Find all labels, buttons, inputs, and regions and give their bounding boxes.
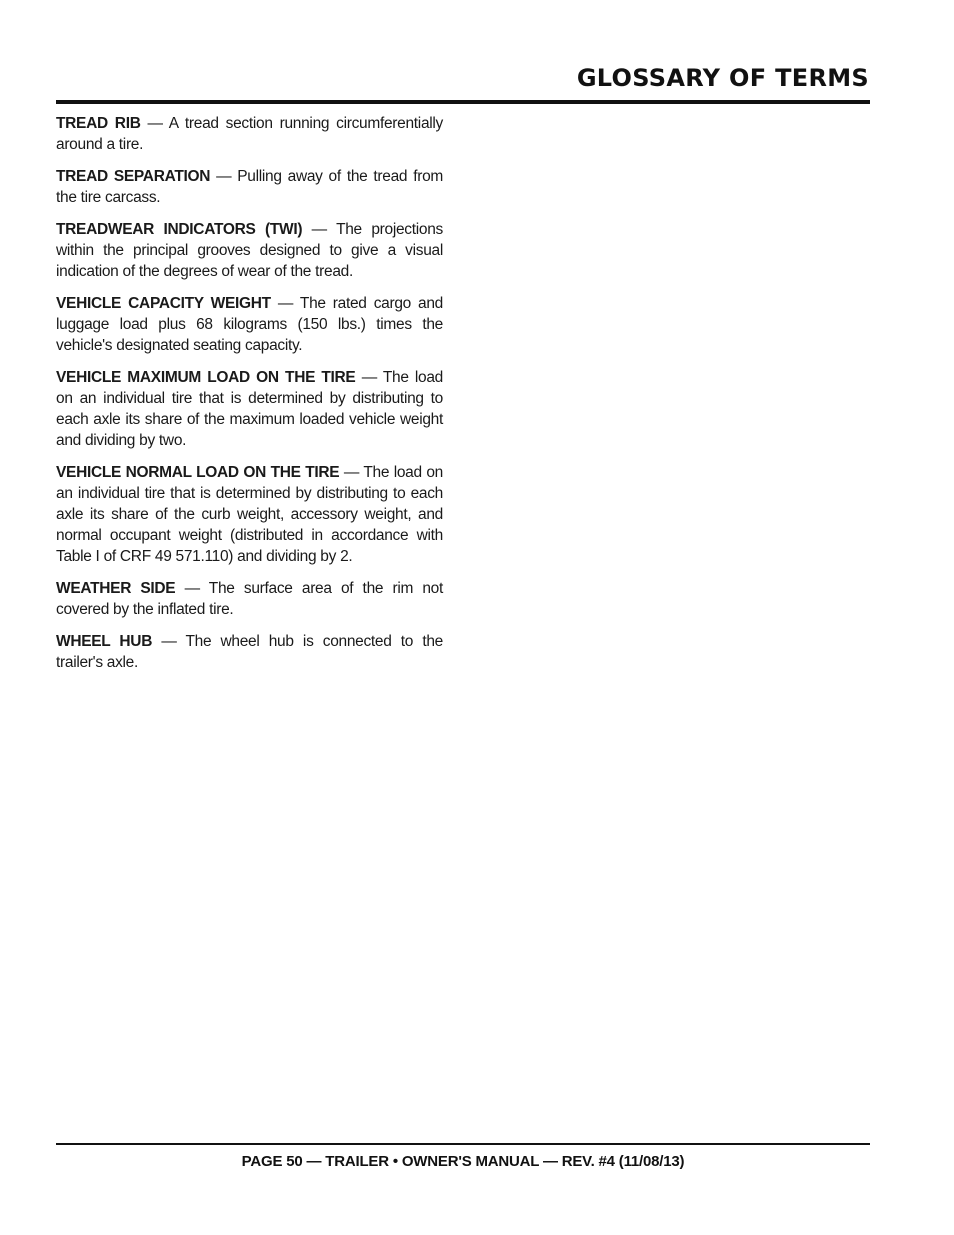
glossary-entry [56,166,443,208]
glossary-term: VEHICLE NORMAL LOAD ON THE TIRE [56,464,340,481]
glossary-entry [56,113,443,155]
glossary-definition: — The surface area of the rim not covered by the inflated tire. [56,580,443,618]
glossary-definition: — The load on an individual tire that is determined by distributing to each axle its share of the maximum loaded vehicle weight and dividing by two. [56,369,443,449]
page-title: GLOSSARY OF TERMS [576,64,869,92]
glossary-entry [56,631,443,673]
glossary-column [56,113,443,684]
footer-divider [56,1143,870,1145]
page-footer: PAGE 50 — TRAILER • OWNER'S MANUAL — REV. #4 (11/08/13) [241,1153,685,1170]
glossary-definition: — The load on an individual tire that is determined by distributing to each axle its share of the curb weight, accessory weight, and normal occupant weight (distributed in accordance with Table I of CRF 49 571.110) and dividing by 2. [56,464,443,565]
glossary-term: VEHICLE MAXIMUM LOAD ON THE TIRE [56,369,356,386]
glossary-entry [56,367,443,451]
glossary-definition: — A tread section running circumferentially around a tire. [56,115,444,153]
glossary-entry [56,462,443,567]
glossary-definition: — The rated cargo and luggage load plus 68 kilograms (150 lbs.) times the vehicle's designated seating capacity. [56,295,443,354]
glossary-term: TREADWEAR INDICATORS (TWI) [56,221,303,238]
glossary-entry [56,219,443,282]
glossary-entry [56,578,443,620]
glossary-term: WEATHER SIDE [56,580,176,597]
glossary-term: TREAD SEPARATION [56,168,211,185]
glossary-definition: — The projections within the principal grooves designed to give a visual indication of the degrees of wear of the tread. [56,221,444,280]
glossary-entry [56,293,443,356]
glossary-definition: — Pulling away of the tread from the tire carcass. [56,168,443,206]
glossary-definition: — The wheel hub is connected to the trailer's axle. [56,633,443,671]
glossary-term: VEHICLE CAPACITY WEIGHT [56,295,271,312]
header-divider [56,100,870,104]
glossary-term: WHEEL HUB [56,633,153,650]
glossary-term: TREAD RIB [56,115,141,132]
